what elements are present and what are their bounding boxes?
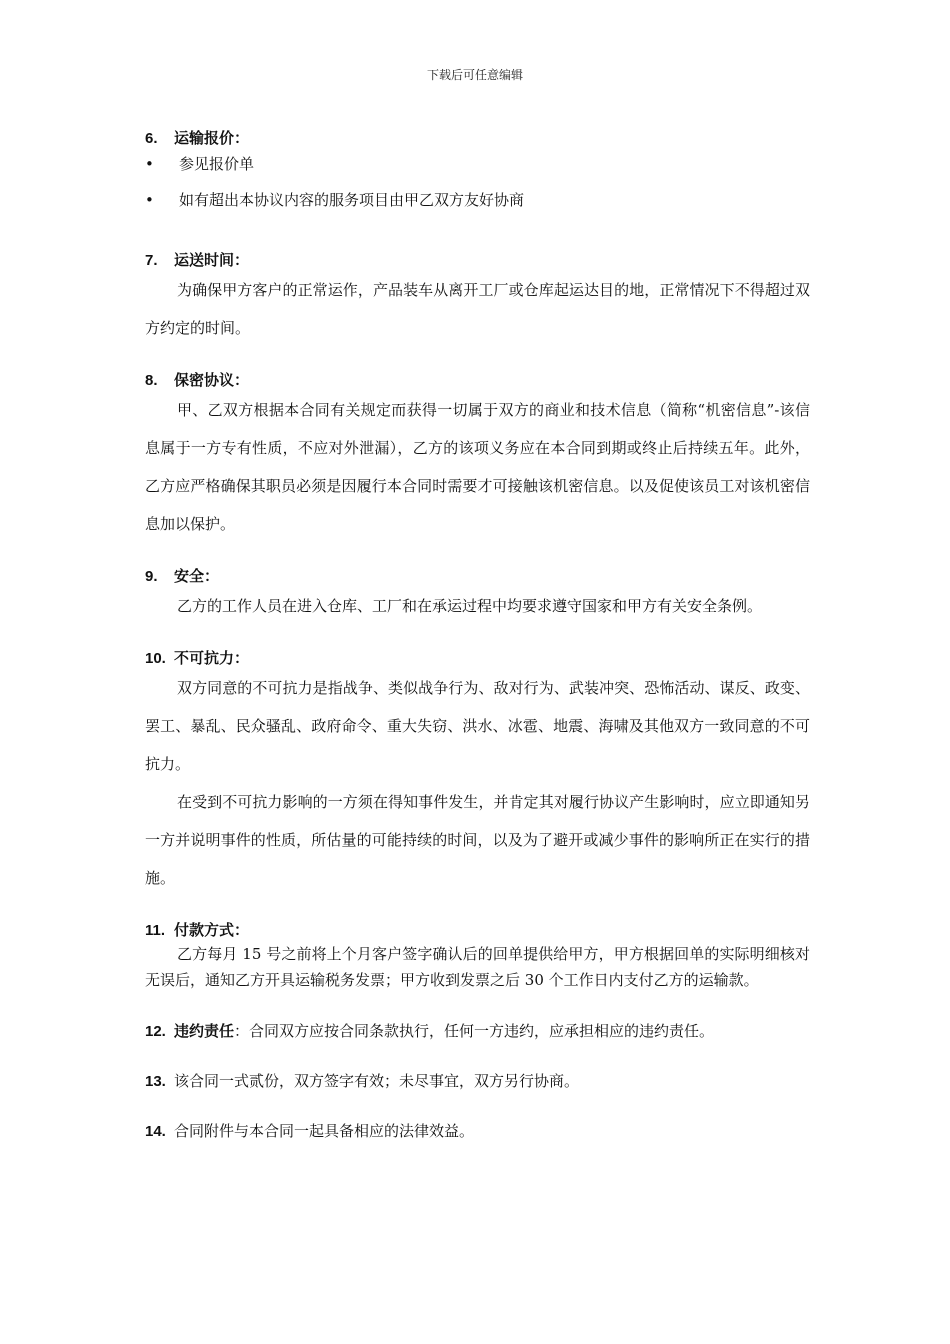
- paragraph: 乙方的工作人员在进入仓库、工厂和在承运过程中均要求遵守国家和甲方有关安全条例。: [177, 597, 763, 615]
- section-10: [145, 649, 810, 897]
- section-text: 该合同一式贰份，双方签字有效；未尽事宜，双方另行协商。: [174, 1072, 580, 1090]
- document-body: [145, 129, 810, 1141]
- paragraph: 在受到不可抗力影响的一方须在得知事件发生，并肯定其对履行协议产生影响时，应立即通知另一方并说明事件的性质，所估量的可能持续的时间，以及为了避开或减少事件的影响所正在实行的措施。: [145, 793, 810, 887]
- list-item: [145, 185, 810, 221]
- section-8: [145, 371, 810, 543]
- page-header: 下载后可任意编辑: [426, 68, 523, 82]
- section-13-heading: [145, 1071, 810, 1091]
- section-number: 13.: [145, 1073, 166, 1090]
- bullet-icon: •: [145, 155, 154, 173]
- section-title: 安全：: [174, 568, 220, 585]
- section-number: 9.: [145, 568, 158, 585]
- paragraph: 双方同意的不可抗力是指战争、类似战争行为、敌对行为、武装冲突、恐怖活动、谋反、政变、罢工、暴乱、民众骚乱、政府命令、重大失窃、洪水、冰雹、地震、海啸及其他双方一致同意的不可抗力。: [145, 679, 810, 773]
- list-item-text: 参见报价单: [179, 155, 255, 173]
- list-item-text: 如有超出本协议内容的服务项目由甲乙双方友好协商: [179, 191, 525, 209]
- section-10-heading: [145, 649, 810, 669]
- section-title: 违约责任: [174, 1023, 235, 1040]
- section-11-heading: [145, 921, 810, 941]
- section-14-heading: [145, 1121, 810, 1141]
- section-title: 运送时间：: [174, 252, 250, 269]
- section-number: 14.: [145, 1123, 166, 1140]
- section-11: [145, 921, 810, 993]
- section-7: [145, 251, 810, 347]
- section-number: 12.: [145, 1023, 166, 1040]
- section-8-heading: [145, 371, 810, 391]
- section-13: [145, 1071, 810, 1091]
- section-number: 8.: [145, 372, 158, 389]
- section-number: 6.: [145, 130, 158, 147]
- section-number: 7.: [145, 252, 158, 269]
- section-14: [145, 1121, 810, 1141]
- section-6: [145, 129, 810, 221]
- section-title: 运输报价：: [174, 130, 250, 147]
- section-title: 付款方式：: [174, 922, 250, 939]
- section-9-heading: [145, 567, 810, 587]
- section-number: 11.: [145, 922, 166, 939]
- section-text: ：合同双方应按合同条款执行，任何一方违约，应承担相应的违约责任。: [234, 1022, 715, 1040]
- section-12: [145, 1021, 810, 1041]
- list-item: [145, 149, 810, 185]
- section-text: 合同附件与本合同一起具备相应的法律效益。: [174, 1122, 475, 1140]
- section-12-heading: [145, 1021, 810, 1041]
- section-9: [145, 567, 810, 625]
- section-7-heading: [145, 251, 810, 271]
- section-title: 不可抗力：: [174, 650, 250, 667]
- paragraph: 乙方每月 15 号之前将上个月客户签字确认后的回单提供给甲方，甲方根据回单的实际明细核对无误后，通知乙方开具运输税务发票；甲方收到发票之后 30 个工作日内支付乙方的运输款。: [145, 945, 810, 989]
- paragraph: 甲、乙双方根据本合同有关规定而获得一切属于双方的商业和技术信息（简称“机密信息”-该信息属于一方专有性质，不应对外泄漏），乙方的该项义务应在本合同到期或终止后持续五年。此外，乙方应严格确保其职员必须是因履行本合同时需要才可接触该机密信息。以及促使该员工对该机密信息加以保护。: [145, 401, 810, 533]
- section-number: 10.: [145, 650, 166, 667]
- section-title: 保密协议：: [174, 372, 250, 389]
- paragraph: 为确保甲方客户的正常运作，产品装车从离开工厂或仓库起运达目的地，正常情况下不得超过双方约定的时间。: [145, 281, 810, 337]
- section-6-heading: [145, 129, 810, 149]
- bullet-icon: •: [145, 191, 154, 209]
